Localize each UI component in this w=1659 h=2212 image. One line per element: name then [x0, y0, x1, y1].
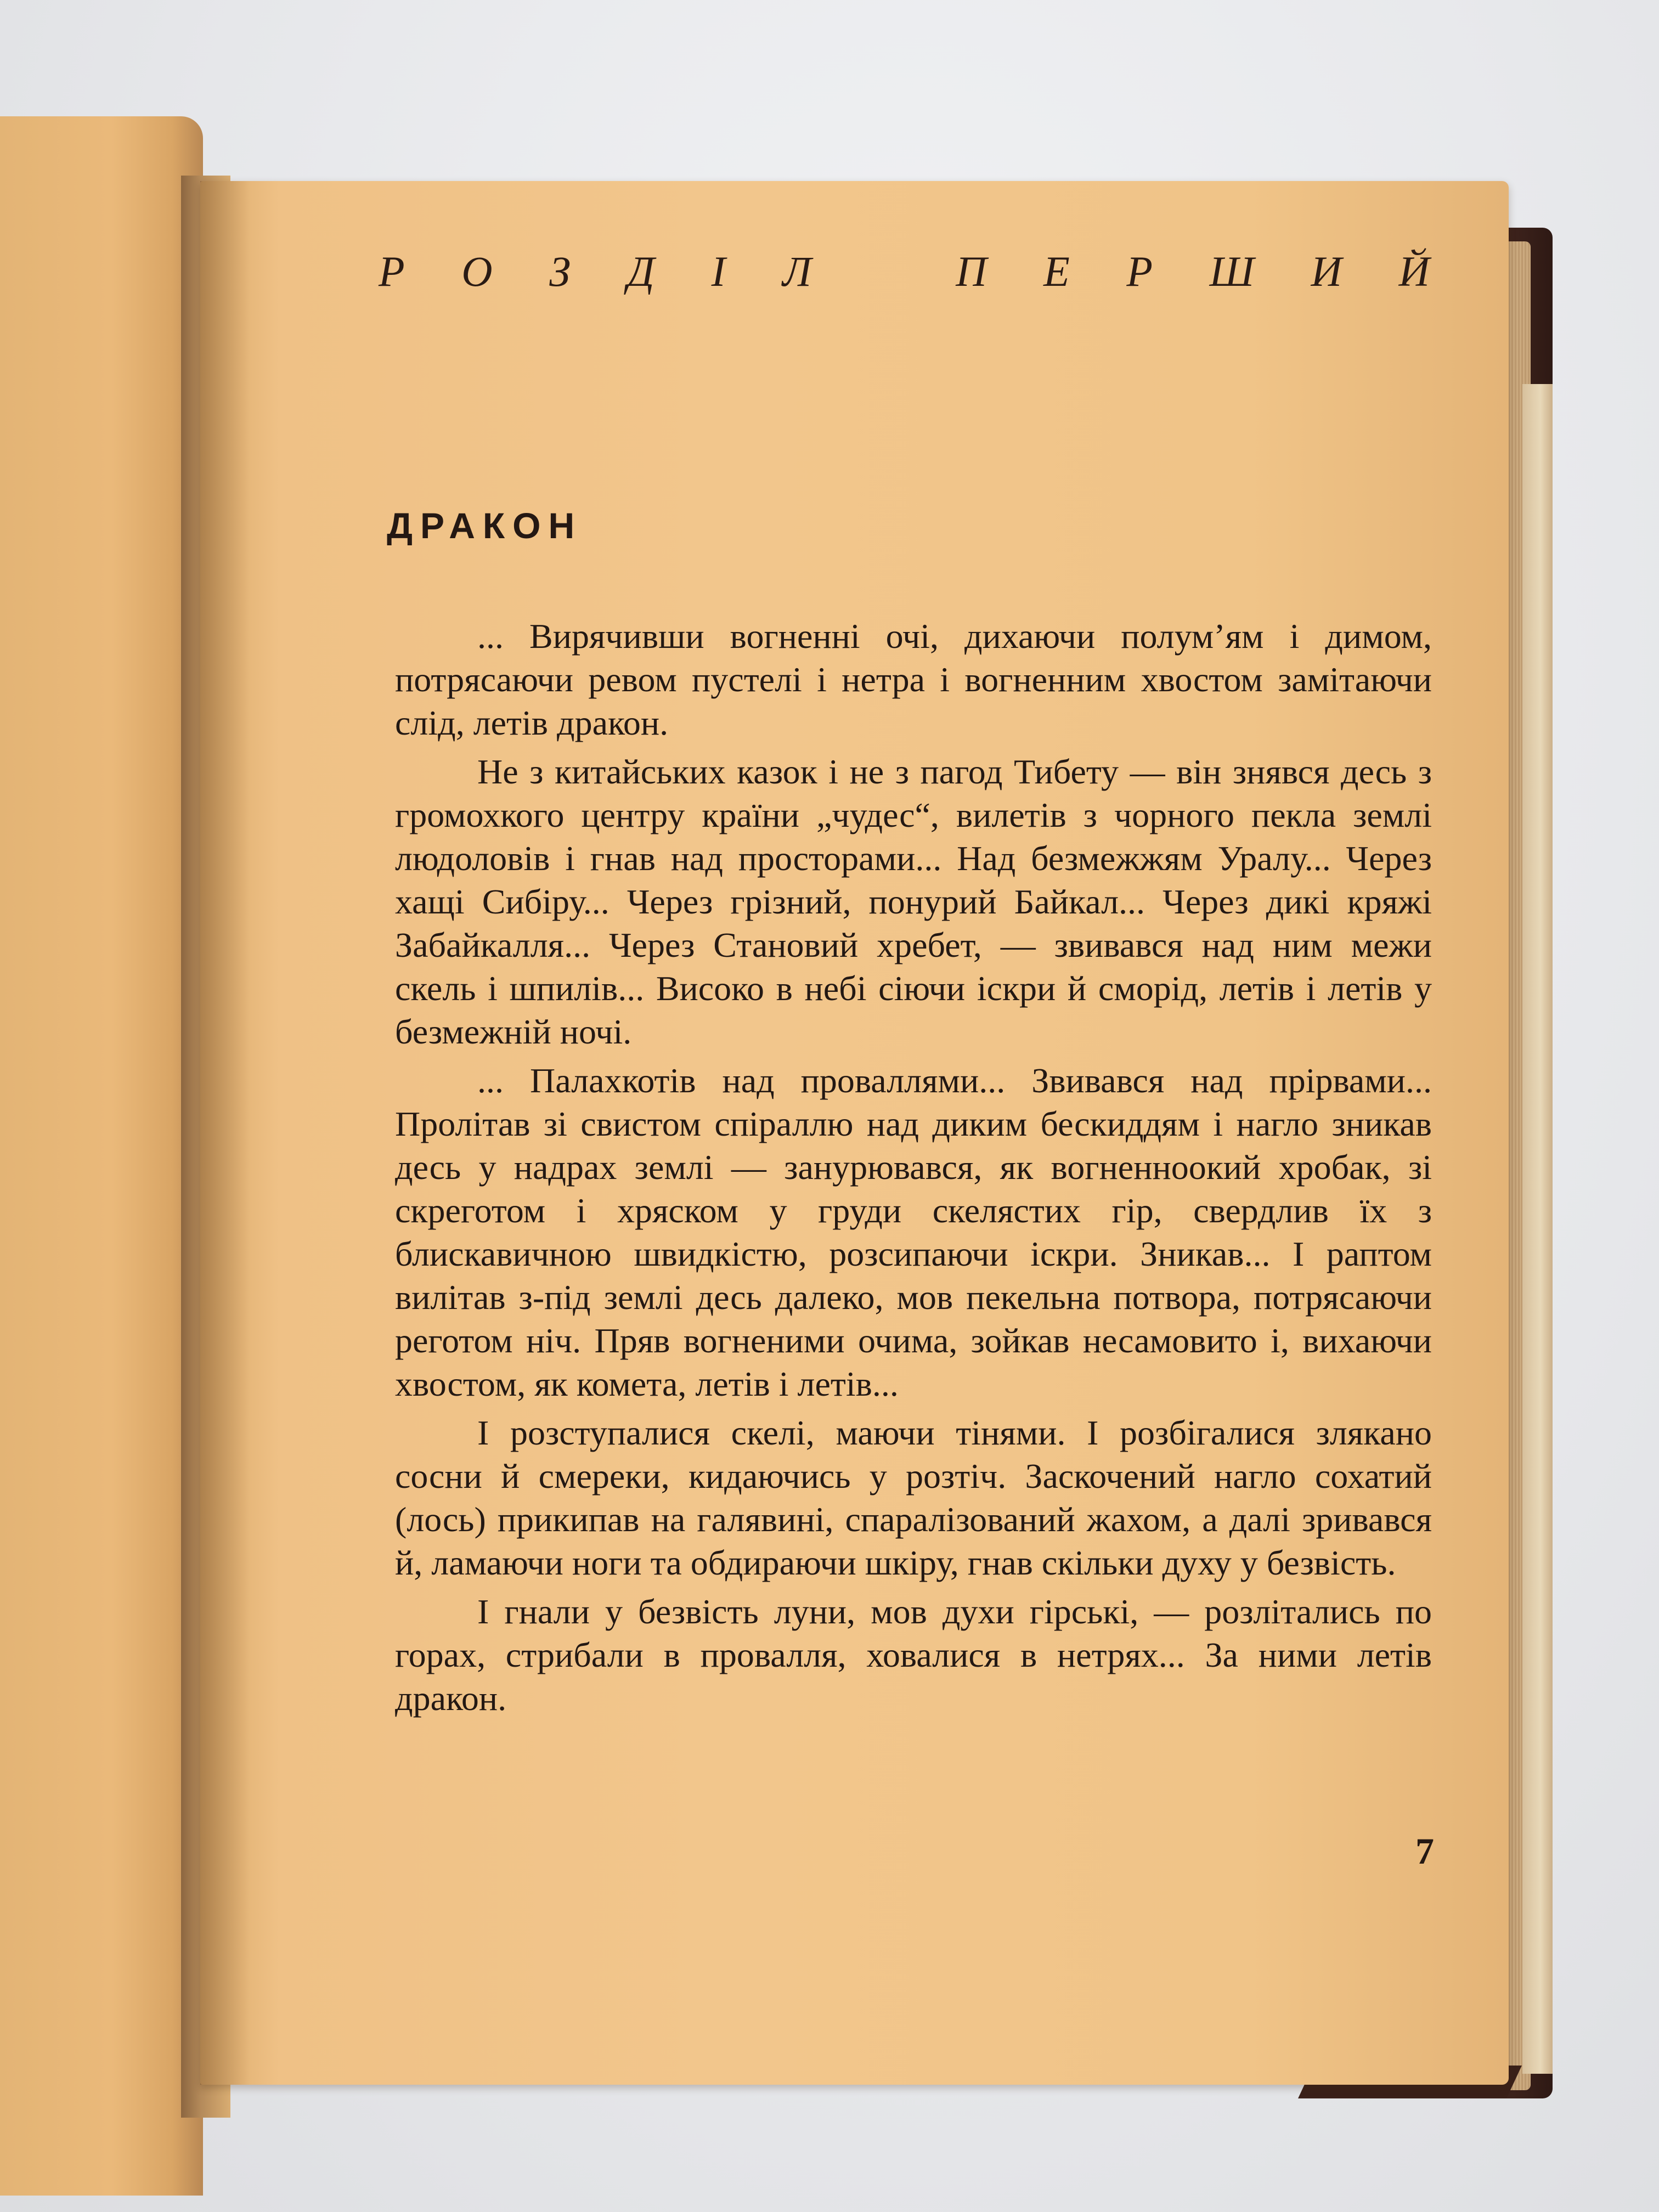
- chapter-title: ДРАКОН: [387, 505, 583, 546]
- running-head-letter: Д: [627, 247, 657, 295]
- running-head-letter: І: [711, 247, 728, 295]
- running-head-letter: П: [956, 247, 989, 295]
- paragraph: І розступалися скелі, маючи тінями. І розбігалися злякано сосни й смереки, кидаючись у розтіч. Заскочений нагло сохатий (лось) прикипав на галявині, спаралізований жахом, а далі зривався й, ламаючи ноги та обдираючи шкіру, гнав скільки духу у безвість.: [395, 1413, 1432, 1582]
- running-head-letter: О: [461, 247, 495, 295]
- left-page: [0, 116, 203, 2196]
- page-edge-highlight: [1522, 384, 1553, 2074]
- running-head-letter: Ш: [1209, 247, 1257, 295]
- paragraph: Не з китайських казок і не з пагод Тибету — він знявся десь з громохкого центру країни „чудес“, вилетів з чорного пекла землі людоловів і гнав над просторами... Над безмежжям Уралу... Через хащі Сибіру... Через грізний, понурий Байкал... Через дикі кряжі Забайкалля... Через Становий хребет, — звивався над ним межи скель і шпилів... Високо в небі сіючи іскри й сморід, летів і летів у безмежній ночі.: [395, 752, 1432, 1051]
- paragraph: ... Вирячивши вогненні очі, дихаючи полум’ям і димом, потрясаючи ревом пустелі і нетра і вогненним хвостом замітаючи слід, летів дракон.: [395, 617, 1432, 742]
- page-fold-shadow: [200, 181, 250, 2085]
- running-head-letter: Е: [1043, 247, 1072, 295]
- running-head-letter: Р: [379, 247, 407, 295]
- running-head-letter: Р: [1126, 247, 1155, 295]
- running-head-letter: Л: [782, 247, 814, 295]
- paragraph: ... Палахкотів над проваллями... Звивався над прірвами... Пролітав зі свистом спіраллю над диким бескиддям і нагло зникав десь у надрах землі — занурювався, як вогненноокий хробак, зі скреготом і хряском у груди скелястих гір, свердлив їх з блискавичною швидкістю, розсипаючи іскри. Зникав... І раптом вилітав з-під землі десь далеко, мов пекельна потвора, потрясаючи реготом ніч. Пряв вогненими очима, зойкав несамовито і, вихаючи хвостом, як комета, летів і летів...: [395, 1061, 1432, 1403]
- running-head-letter: И: [1311, 247, 1344, 295]
- page-number: 7: [1415, 1830, 1434, 1872]
- running-head-letter: Й: [1398, 247, 1432, 295]
- running-head-letter: З: [549, 247, 573, 295]
- paragraph: І гнали у безвість луни, мов духи гірські, — розлітались по горах, стрибали в провалля, ховалися в нетрях... За ними летів дракон.: [395, 1592, 1432, 1718]
- body-text: [395, 614, 1432, 1725]
- running-head: [379, 241, 1432, 302]
